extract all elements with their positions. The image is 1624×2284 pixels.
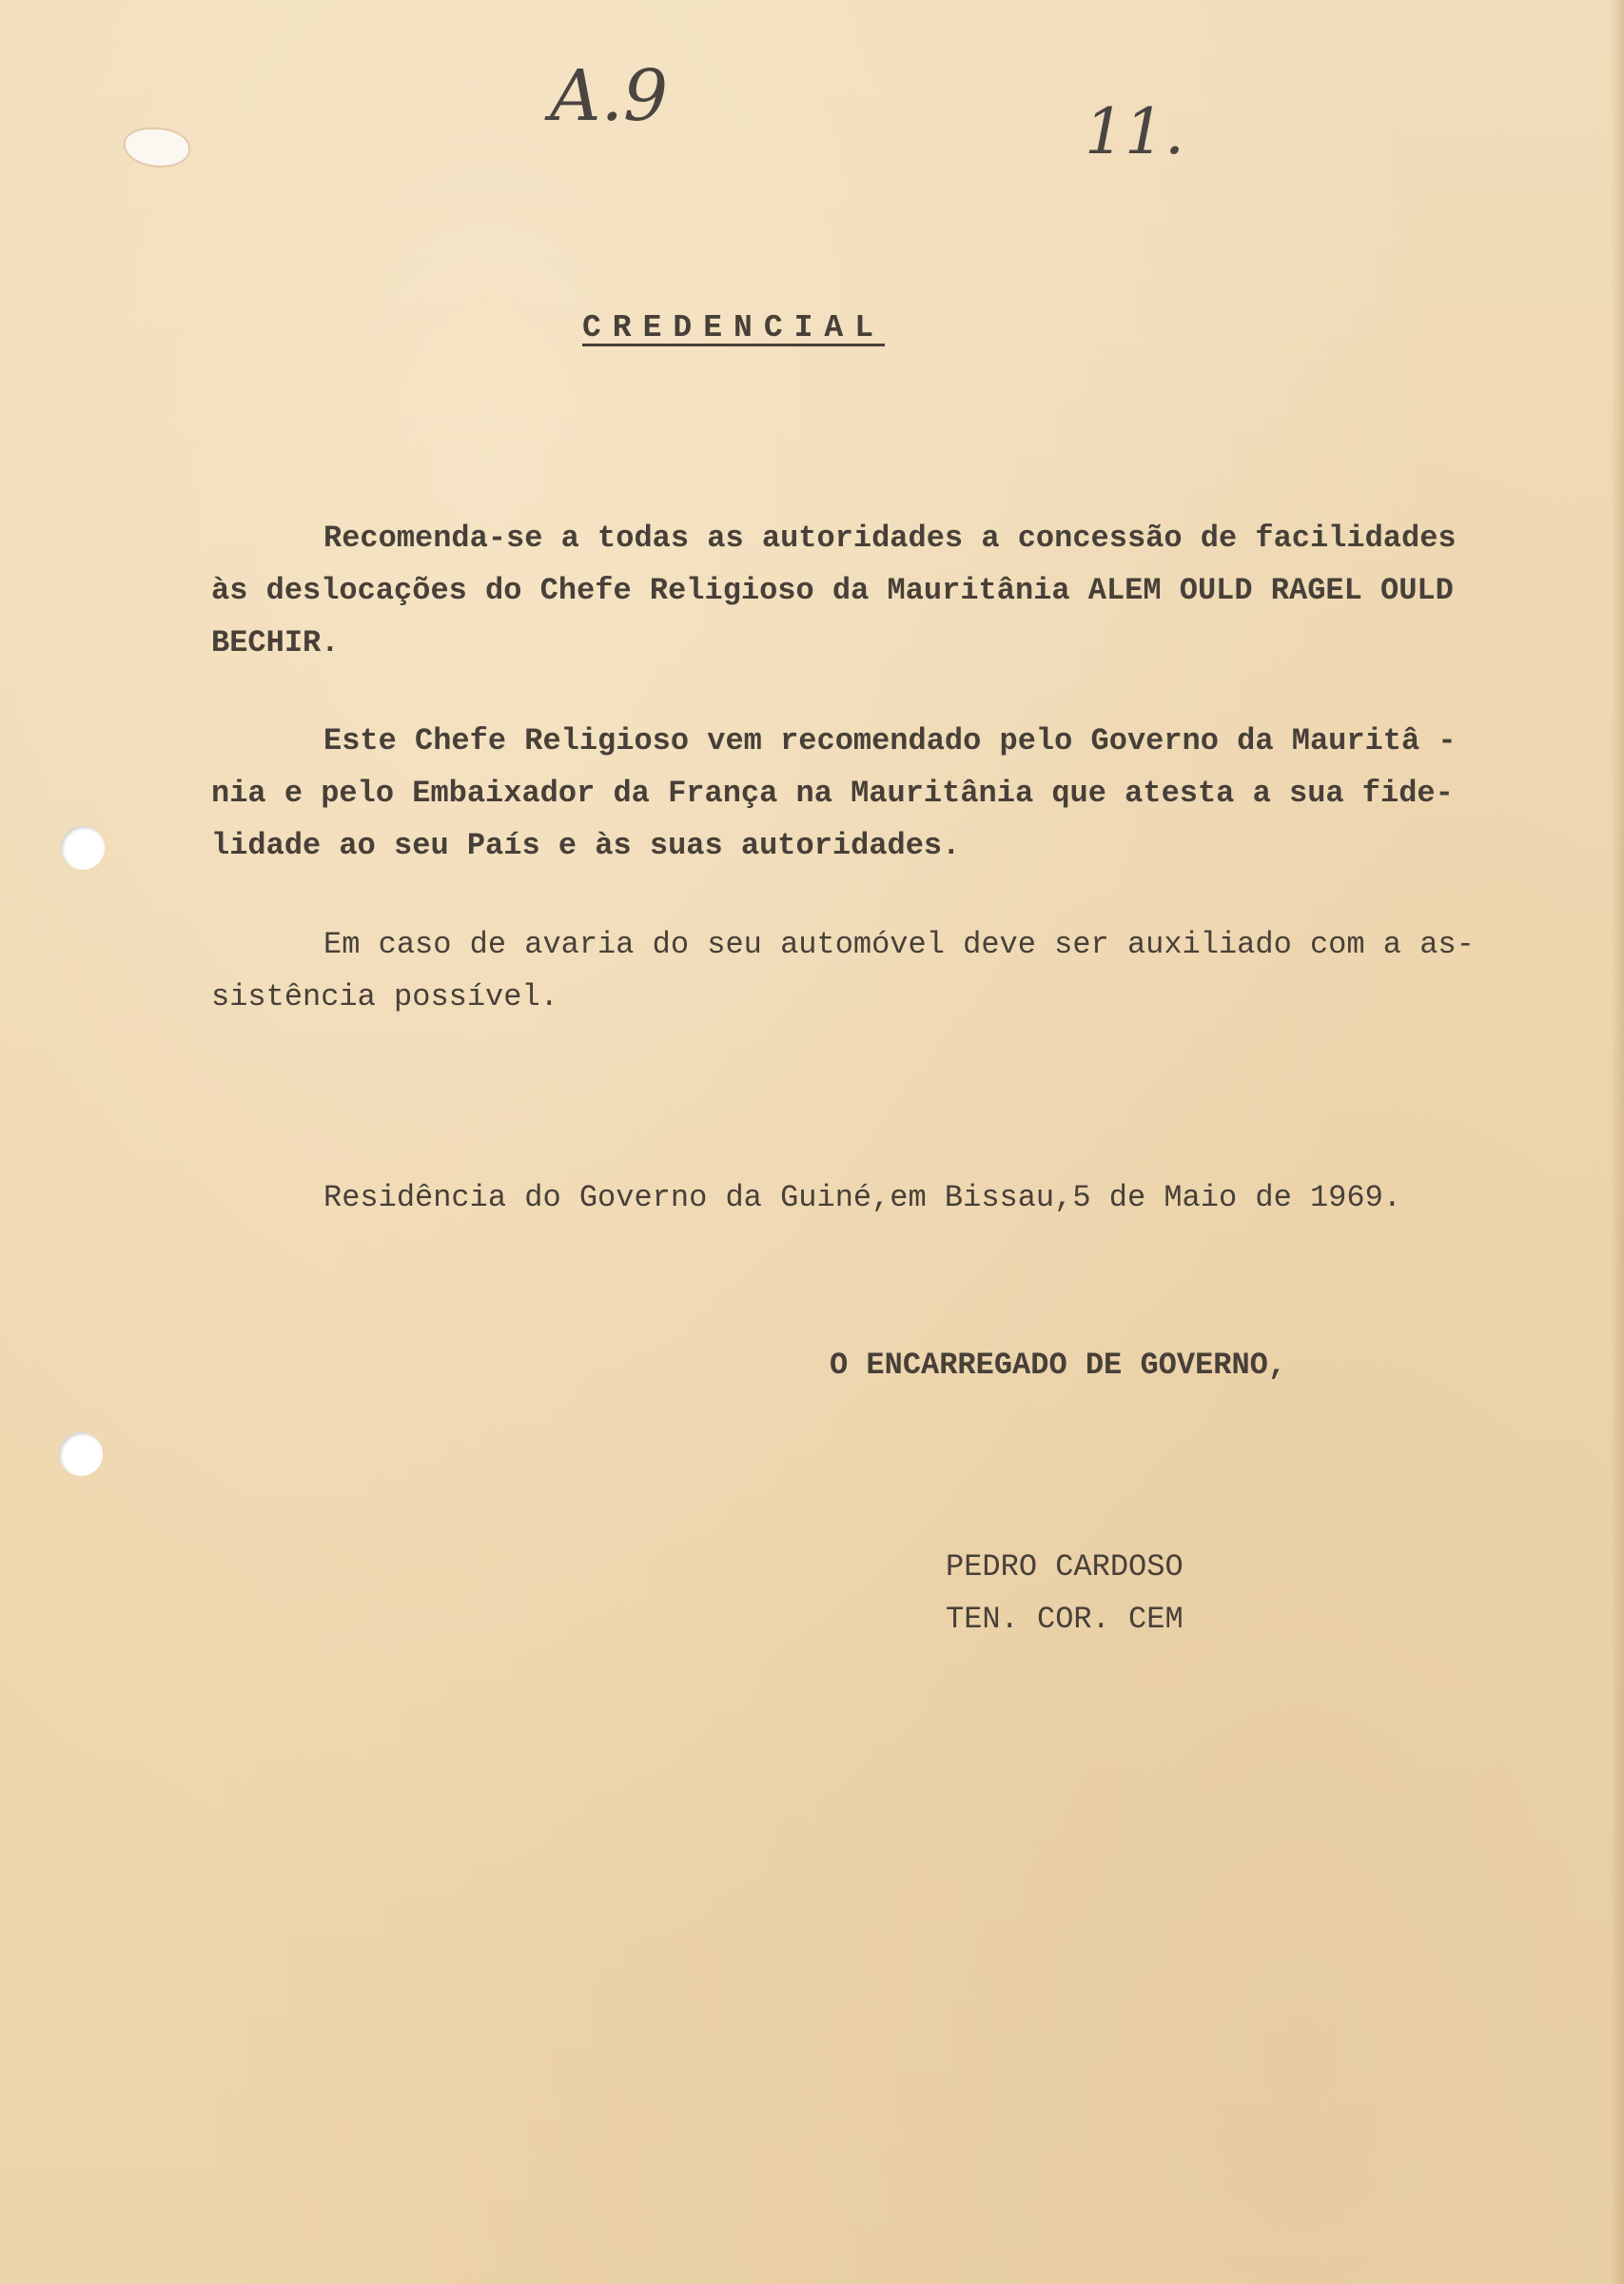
paragraph-line: às deslocações do Chefe Religioso da Mauritânia ALEM OULD RAGEL OULD (211, 573, 1454, 608)
punch-hole-upper (61, 826, 105, 870)
paragraph-recommendation (211, 512, 1505, 669)
paragraph-line: BECHIR. (211, 625, 340, 660)
signatory-rank: TEN. COR. CEM (946, 1602, 1184, 1637)
signatory-name: PEDRO CARDOSO (946, 1549, 1184, 1585)
document-title: CREDENCIAL (582, 310, 886, 345)
paragraph-line: Recomenda-se a todas as autoridades a concessão de facilidades (323, 521, 1457, 556)
page-edge-shadow (1611, 0, 1624, 2284)
paragraph-assistance (211, 918, 1505, 1023)
paragraph-endorsement (211, 715, 1505, 872)
paragraph-line: sistência possível. (211, 979, 558, 1014)
paragraph-line: Em caso de avaria do seu automóvel deve ser auxiliado com a as- (323, 927, 1475, 962)
place-and-date: Residência do Governo da Guiné,em Bissau,5 de Maio de 1969. (323, 1180, 1401, 1215)
signatory-role: O ENCARREGADO DE GOVERNO, (830, 1348, 1287, 1383)
paragraph-line: lidade ao seu País e às suas autoridades. (211, 828, 961, 863)
archive-code-annotation: A.9 (550, 55, 669, 137)
paragraph-line: nia e pelo Embaixador da França na Mauritânia que atesta a sua fide- (211, 776, 1454, 811)
page-number-annotation: 11. (1085, 95, 1184, 168)
paragraph-line: Este Chefe Religioso vem recomendado pelo Governo da Mauritâ - (323, 723, 1457, 758)
torn-corner (126, 129, 188, 166)
punch-hole-lower (59, 1432, 103, 1476)
